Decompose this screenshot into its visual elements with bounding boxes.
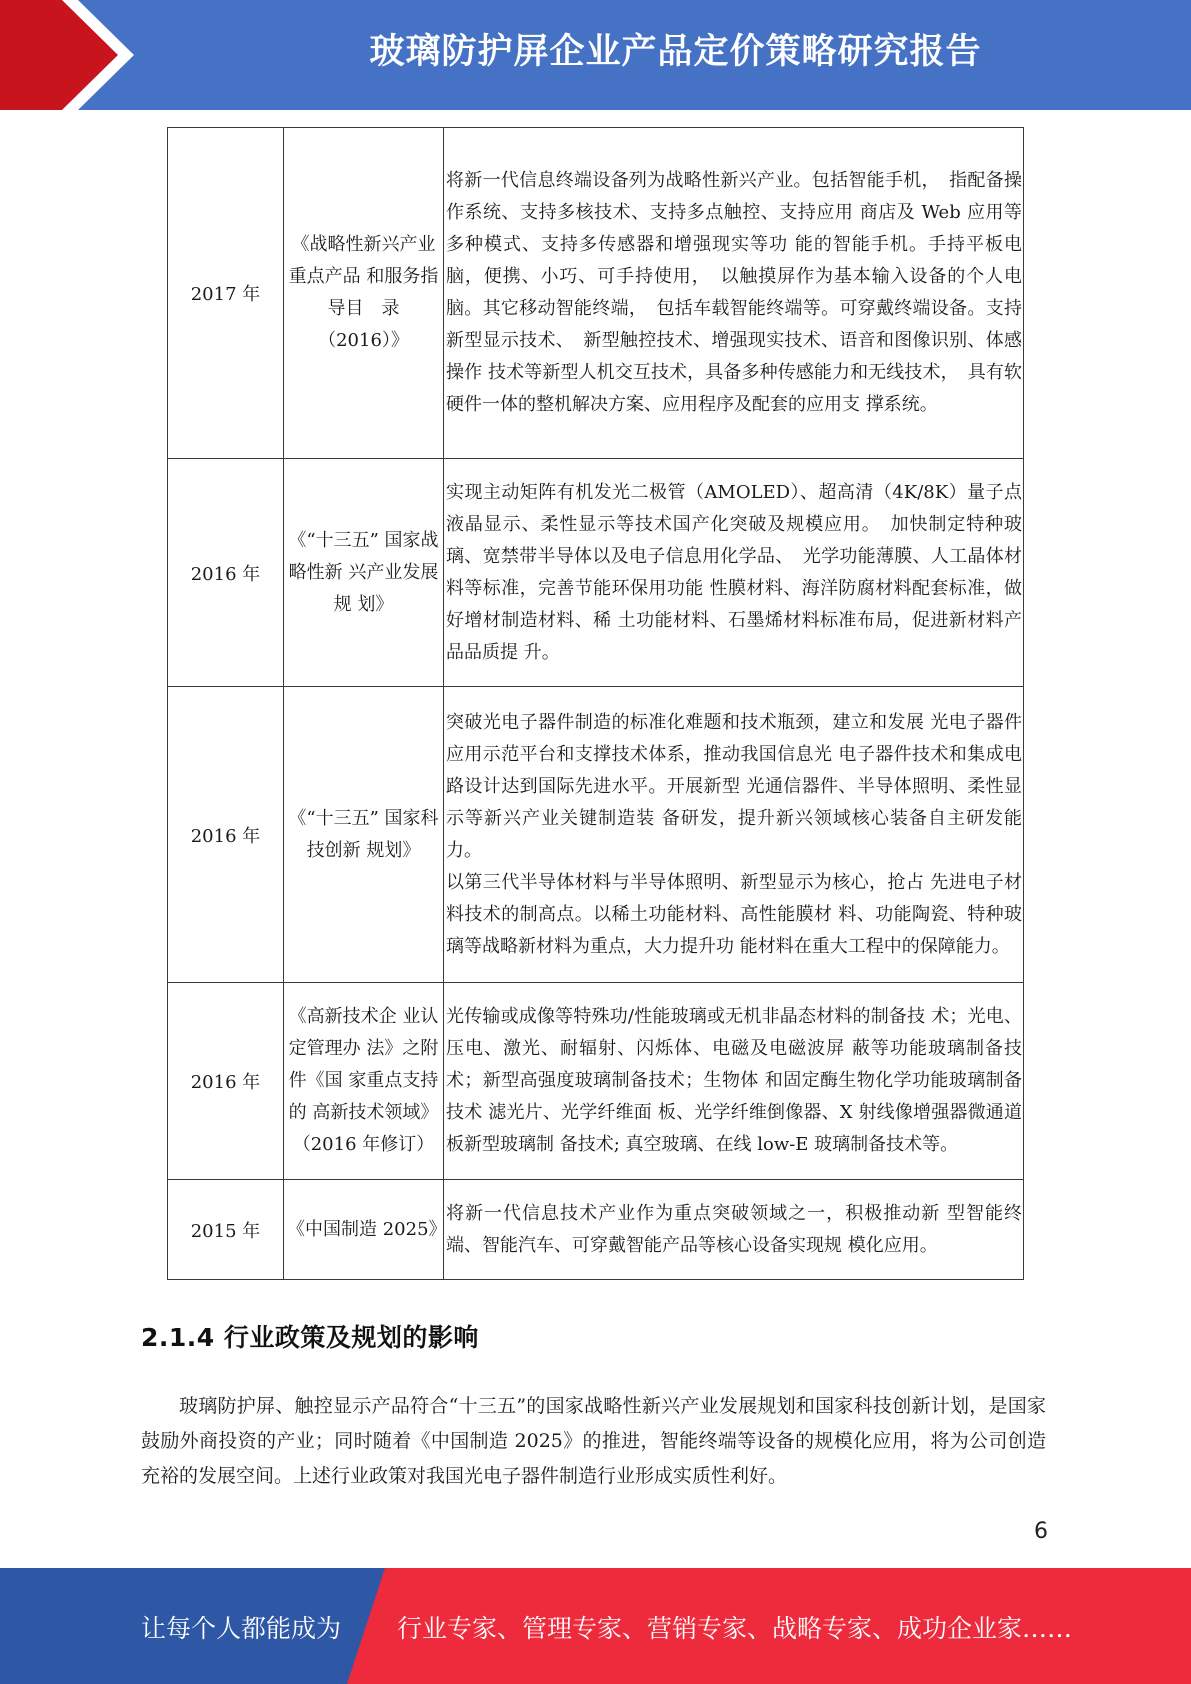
description-cell	[444, 983, 1024, 1180]
description-paragraph: 将新一代信息终端设备列为战略性新兴产业。包括智能手机， 指配备操作系统、支持多核技术、支持多点触控、支持应用 商店及 Web 应用等多种模式、支持多传感器和增强现实等功 能的智能手机。手持平板电脑，便携、小巧、可手持使用， 以触摸屏作为基本输入设备的个人电脑。其它移动智能终端， 包括车载智能终端等。可穿戴终端设备。支持新型显示技术、 新型触控技术、增强现实技术、语音和图像识别、体感操作 技术等新型人机交互技术，具备多种传感能力和无线技术， 具有软硬件一体的整机解决方案、应用程序及配套的应用支 撑系统。	[446, 170, 1022, 415]
document-cell: 《“十三五” 国家战略性新 兴产业发展规 划》	[284, 459, 444, 687]
report-title: 玻璃防护屏企业产品定价策略研究报告	[369, 32, 982, 72]
description-paragraph: 将新一代信息技术产业作为重点突破领域之一，积极推动新 型智能终端、智能汽车、可穿戴智能产品等核心设备实现规 模化应用。	[446, 1202, 1022, 1256]
description-paragraph: 实现主动矩阵有机发光二极管（AMOLED）、超高清（4K/8K）量子点液晶显示、柔性显示等技术国产化突破及规模应用。 加快制定特种玻璃、宽禁带半导体以及电子信息用化学品、 光学功能薄膜、人工晶体材料等标准，完善节能环保用功能 性膜材料、海洋防腐材料配套标准，做好增材制造材料、稀 土功能材料、石墨烯材料标准布局，促进新材料产品品质提 升。	[446, 481, 1022, 663]
table-row	[168, 687, 1024, 983]
description-cell	[444, 687, 1024, 983]
document-cell: 《战略性新兴产业重点产品 和服务指导目 录（2016）》	[284, 128, 444, 459]
footer-slogan-left: 让每个人都能成为	[141, 1614, 342, 1643]
description-cell	[444, 1180, 1024, 1280]
section-heading: 2.1.4 行业政策及规划的影响	[141, 1323, 479, 1352]
document-cell: 《“十三五” 国家科技创新 规划》	[284, 687, 444, 983]
description-paragraph: 光传输或成像等特殊功/性能玻璃或无机非晶态材料的制备技 术；光电、压电、激光、耐辐射、闪烁体、电磁及电磁波屏 蔽等功能玻璃制备技术；新型高强度玻璃制备技术；生物体 和固定酶生物化学功能玻璃制备技术 滤光片、光学纤维面 板、光学纤维倒像器、X 射线像增强器微通道板新型玻璃制 备技术; 真空玻璃、在线 low-E 玻璃制备技术等。	[446, 1006, 1022, 1155]
header-red-chevron-icon	[0, 0, 150, 110]
year-cell: 2017 年	[168, 128, 284, 459]
document-cell: 《中国制造 2025》	[284, 1180, 444, 1280]
table-row	[168, 983, 1024, 1180]
year-cell: 2015 年	[168, 1180, 284, 1280]
policy-table	[167, 127, 1024, 1280]
page-number: 6	[1034, 1519, 1048, 1544]
year-cell: 2016 年	[168, 459, 284, 687]
table-row	[168, 1180, 1024, 1280]
description-cell	[444, 459, 1024, 687]
table-row	[168, 128, 1024, 459]
section-body-text: 玻璃防护屏、触控显示产品符合“十三五”的国家战略性新兴产业发展规划和国家科技创新计划，是国家鼓励外商投资的产业；同时随着《中国制造 2025》的推进，智能终端等设备的规模化应用，将为公司创造充裕的发展空间。上述行业政策对我国光电子器件制造行业形成实质性利好。	[141, 1395, 1046, 1487]
description-cell	[444, 128, 1024, 459]
description-paragraph: 以第三代半导体材料与半导体照明、新型显示为核心，抢占 先进电子材料技术的制高点。以稀土功能材料、高性能膜材 料、功能陶瓷、特种玻璃等战略新材料为重点，大力提升功 能材料在重大工程中的保障能力。	[446, 871, 1022, 957]
year-cell: 2016 年	[168, 687, 284, 983]
page-header	[0, 0, 1191, 110]
page-footer	[0, 1568, 1191, 1684]
document-cell: 《高新技术企 业认定管理办 法》之附件《国 家重点支持的 高新技术领域》（2016 年修订）	[284, 983, 444, 1180]
footer-slogan-right: 行业专家、管理专家、营销专家、战略专家、成功企业家……	[397, 1614, 1073, 1643]
description-paragraph: 突破光电子器件制造的标准化难题和技术瓶颈，建立和发展 光电子器件应用示范平台和支撑技术体系，推动我国信息光 电子器件技术和集成电路设计达到国际先进水平。开展新型 光通信器件、半导体照明、柔性显示等新兴产业关键制造装 备研发，提升新兴领域核心装备自主研发能力。	[446, 711, 1022, 861]
header-red-shape	[0, 0, 118, 110]
year-cell: 2016 年	[168, 983, 284, 1180]
table-row	[168, 459, 1024, 687]
